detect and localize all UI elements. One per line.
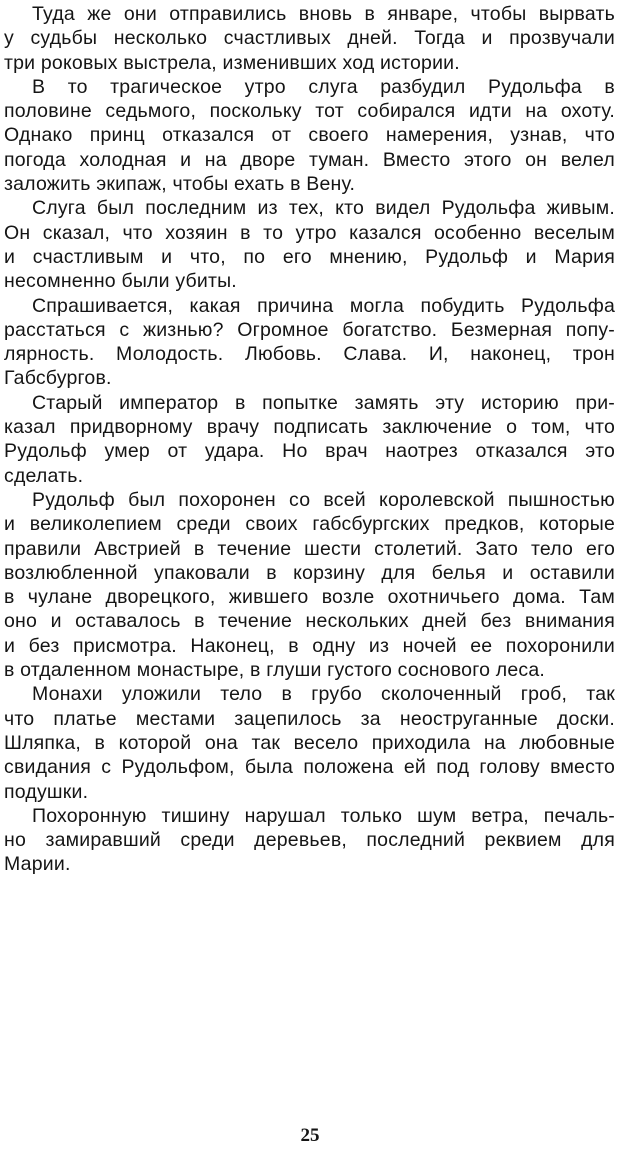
text-line: в чулане дворецкого, жившего возле охотничьего дома. Там xyxy=(4,586,615,609)
text-line: в отдаленном монастыре, в глуши густого соснового леса. xyxy=(4,659,546,682)
text-line: Монахи уложили тело в грубо сколоченный гроб, так xyxy=(32,683,615,706)
text-line: Спрашивается, какая причина могла побудить Рудольфа xyxy=(32,294,615,317)
text-line: Он сказал, что хозяин в то утро казался особенно веселым xyxy=(4,221,615,244)
text-line: несомненно были убиты. xyxy=(4,270,237,293)
text-line: Старый император в попытке замять эту историю при- xyxy=(32,391,615,414)
text-line: погода холодная и на дворе туман. Вместо этого он велел xyxy=(4,148,615,171)
text-line: что платье местами зацепилось за неоструганные доски. xyxy=(4,707,615,730)
text-line: казал придворному врачу подписать заключение о том, что xyxy=(4,416,615,439)
text-line: у судьбы несколько счастливых дней. Тогда и прозвучали xyxy=(4,27,615,50)
text-line: Габсбургов. xyxy=(4,367,112,390)
page-number: 25 xyxy=(300,1125,320,1146)
text-line: Рудольф умер от удара. Но врач наотрез отказался это xyxy=(4,440,615,463)
text-line: и великолепием среди своих габсбургских предков, которые xyxy=(4,513,615,536)
text-line: правили Австрией в течение шести столетий. Зато тело его xyxy=(4,537,615,560)
text-line: Туда же они отправились вновь в январе, чтобы вырвать xyxy=(32,3,615,25)
text-line: Марии. xyxy=(4,853,71,876)
text-line: сделать. xyxy=(4,464,84,487)
text-line: половине седьмого, поскольку тот собирался идти на охоту. xyxy=(4,100,615,123)
text-line: и без присмотра. Наконец, в одну из ночей ее похоронили xyxy=(4,634,615,657)
text-line: свидания с Рудольфом, была положена ей под голову вместо xyxy=(4,756,615,779)
text-line: три роковых выстрела, изменивших ход истории. xyxy=(4,51,460,74)
text-line: Слуга был последним из тех, кто видел Рудольфа живым. xyxy=(32,197,615,220)
text-line: расстаться с жизнью? Огромное богатство. Безмерная попу- xyxy=(4,318,615,341)
text-line: подушки. xyxy=(4,780,89,803)
text-line: оно и оставалось в течение нескольких дней без внимания xyxy=(4,610,615,633)
text-line: но замиравший среди деревьев, последний реквием для xyxy=(4,829,615,852)
text-line: Рудольф был похоронен со всей королевской пышностью xyxy=(32,488,615,511)
text-line: В то трагическое утро слуга разбудил Рудольфа в xyxy=(32,75,615,98)
text-line: лярность. Молодость. Любовь. Слава. И, наконец, трон xyxy=(4,343,615,366)
text-line: возлюбленной упаковали в корзину для белья и оставили xyxy=(4,561,615,584)
body-text xyxy=(4,2,615,877)
text-line: Шляпка, в которой она так весело приходила на любовные xyxy=(4,731,615,754)
text-line: Однако принц отказался от своего намерения, узнав, что xyxy=(4,124,615,147)
text-line: заложить экипаж, чтобы ехать в Вену. xyxy=(4,173,356,196)
text-line: Похоронную тишину нарушал только шум ветра, печаль- xyxy=(32,804,615,827)
text-line: и счастливым и что, по его мнению, Рудольф и Мария xyxy=(4,245,615,268)
